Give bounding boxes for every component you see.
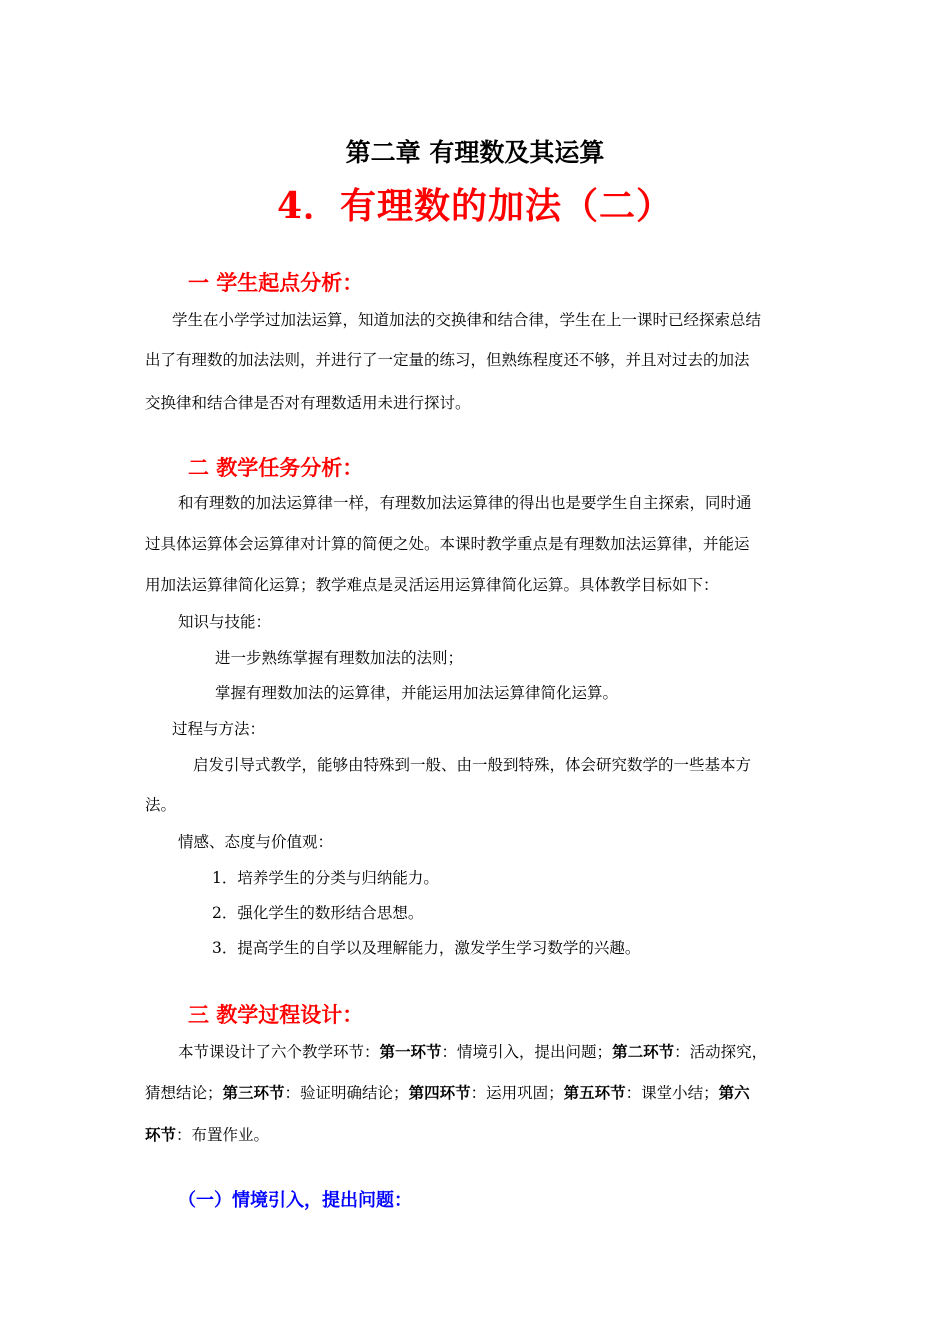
step-4-desc: 运用巩固； bbox=[486, 1084, 564, 1102]
process-label: 过程与方法： bbox=[172, 720, 266, 738]
chapter-title: 第二章 有理数及其运算 bbox=[345, 138, 605, 167]
step-5-name: 第五环节 bbox=[563, 1083, 626, 1102]
section2-line-1: 和有理数的加法运算律一样，有理数加法运算律的得出也是要学生自主探索，同时通 bbox=[178, 494, 752, 512]
lesson-title: 4．有理数的加法（二） bbox=[276, 185, 674, 227]
section3-line-3: 环节：布置作业。 bbox=[145, 1125, 270, 1144]
step-6-name-part2: 环节 bbox=[145, 1125, 177, 1144]
section1-line-2: 出了有理数的加法法则，并进行了一定量的练习，但熟练程度还不够，并且对过去的加法 bbox=[145, 351, 750, 369]
emotion-item-3: 3．提高学生的自学以及理解能力，激发学生学习数学的兴趣。 bbox=[212, 939, 641, 957]
step-3-desc: 验证明确结论； bbox=[300, 1084, 409, 1102]
knowledge-label: 知识与技能： bbox=[178, 613, 272, 631]
section3-heading: 三 教学过程设计： bbox=[188, 1002, 364, 1027]
step-1-name: 第一环节 bbox=[379, 1042, 442, 1061]
section1-heading: 一 学生起点分析： bbox=[188, 270, 364, 295]
knowledge-item-1: 进一步熟练掌握有理数加法的法则； bbox=[215, 649, 464, 667]
section1-line-1: 学生在小学学过加法运算，知道加法的交换律和结合律，学生在上一课时已经探索总结 bbox=[172, 311, 762, 329]
section1-line-3: 交换律和结合律是否对有理数适用未进行探讨。 bbox=[145, 394, 471, 412]
step-5-desc: 课堂小结； bbox=[641, 1084, 719, 1102]
step-4-name: 第四环节 bbox=[408, 1083, 471, 1102]
section2-heading: 二 教学任务分析： bbox=[188, 455, 364, 480]
section2-line-3: 用加法运算律简化运算；教学难点是灵活运用运算律简化运算。具体教学目标如下： bbox=[145, 576, 719, 594]
section3-intro: 本节课设计了六个教学环节： bbox=[178, 1043, 380, 1061]
step-2-desc: 活动探究， bbox=[689, 1043, 768, 1061]
knowledge-item-2: 掌握有理数加法的运算律，并能运用加法运算律简化运算。 bbox=[215, 684, 619, 702]
emotion-item-1: 1．培养学生的分类与归纳能力。 bbox=[212, 869, 439, 887]
process-line-1: 启发引导式教学，能够由特殊到一般、由一般到特殊，体会研究数学的一些基本方 bbox=[193, 756, 752, 774]
section3-line-2: 猜想结论；第三环节：验证明确结论；第四环节：运用巩固；第五环节：课堂小结；第六 bbox=[145, 1083, 750, 1102]
step-3-name: 第三环节 bbox=[222, 1083, 285, 1102]
step-1-desc: 情境引入，提出问题； bbox=[457, 1043, 613, 1061]
subsection1-heading: （一）情境引入，提出问题： bbox=[178, 1190, 412, 1211]
section3-line-1: 本节课设计了六个教学环节：第一环节：情境引入，提出问题；第二环节：活动探究， bbox=[178, 1042, 768, 1061]
emotion-label: 情感、态度与价值观： bbox=[178, 833, 334, 851]
emotion-item-2: 2．强化学生的数形结合思想。 bbox=[212, 904, 424, 922]
section2-line-2: 过具体运算体会运算律对计算的简便之处。本课时教学重点是有理数加法运算律，并能运 bbox=[145, 535, 750, 553]
step-6-name-part1: 第六 bbox=[718, 1083, 750, 1102]
step-6-desc: 布置作业。 bbox=[191, 1126, 270, 1144]
process-line-2: 法。 bbox=[145, 796, 177, 814]
step-2-name: 第二环节 bbox=[612, 1042, 675, 1061]
step-2-desc-cont: 猜想结论； bbox=[145, 1084, 223, 1102]
